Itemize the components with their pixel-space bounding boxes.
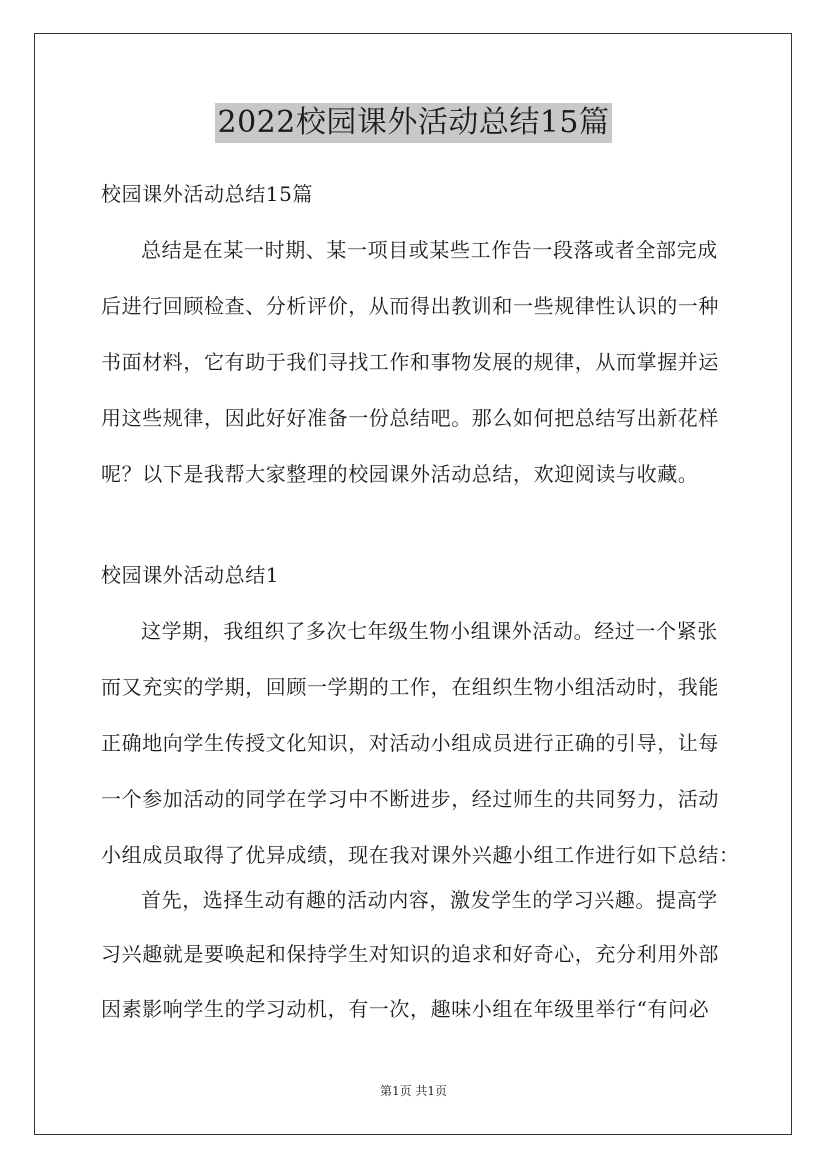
section-1-para-1-line-2: 而又充实的学期，回顾一学期的工作，在组织生物小组活动时，我能 — [101, 675, 719, 699]
intro-line-3: 书面材料，它有助于我们寻找工作和事物发展的规律，从而掌握并运 — [101, 350, 719, 374]
section-1-para-1-line-3: 正确地向学生传授文化知识，对活动小组成员进行正确的引导，让每 — [101, 731, 719, 755]
intro-line-1: 总结是在某一时期、某一项目或某些工作告一段落或者全部完成 — [141, 238, 718, 262]
intro-line-2: 后进行回顾检查、分析评价，从而得出教训和一些规律性认识的一种 — [101, 294, 719, 318]
section-1-para-2-line-1: 首先，选择生动有趣的活动内容，激发学生的学习兴趣。提高学 — [141, 888, 718, 912]
document-title: 2022校园课外活动总结15篇 — [215, 103, 611, 143]
section-1-para-1-line-1: 这学期，我组织了多次七年级生物小组课外活动。经过一个紧张 — [141, 619, 718, 643]
document-subtitle: 校园课外活动总结15篇 — [101, 182, 314, 206]
page-number: 第1页 共1页 — [379, 1084, 448, 1098]
section-1-para-2-line-3: 因素影响学生的学习动机，有一次，趣味小组在年级里举行“有问必 — [101, 997, 710, 1021]
intro-line-5: 呢？以下是我帮大家整理的校园课外活动总结，欢迎阅读与收藏。 — [101, 462, 699, 486]
section-1-para-2-line-2: 习兴趣就是要唤起和保持学生对知识的追求和好奇心，充分利用外部 — [101, 942, 719, 966]
title-container — [0, 103, 827, 143]
page-footer — [0, 1083, 827, 1099]
section-1-para-1-line-5: 小组成员取得了优异成绩，现在我对课外兴趣小组工作进行如下总结： — [101, 843, 740, 867]
section-1-heading: 校园课外活动总结1 — [101, 563, 280, 587]
section-1-para-1-line-4: 一个参加活动的同学在学习中不断进步，经过师生的共同努力，活动 — [101, 787, 719, 811]
intro-line-4: 用这些规律，因此好好准备一份总结吧。那么如何把总结写出新花样 — [101, 406, 719, 430]
